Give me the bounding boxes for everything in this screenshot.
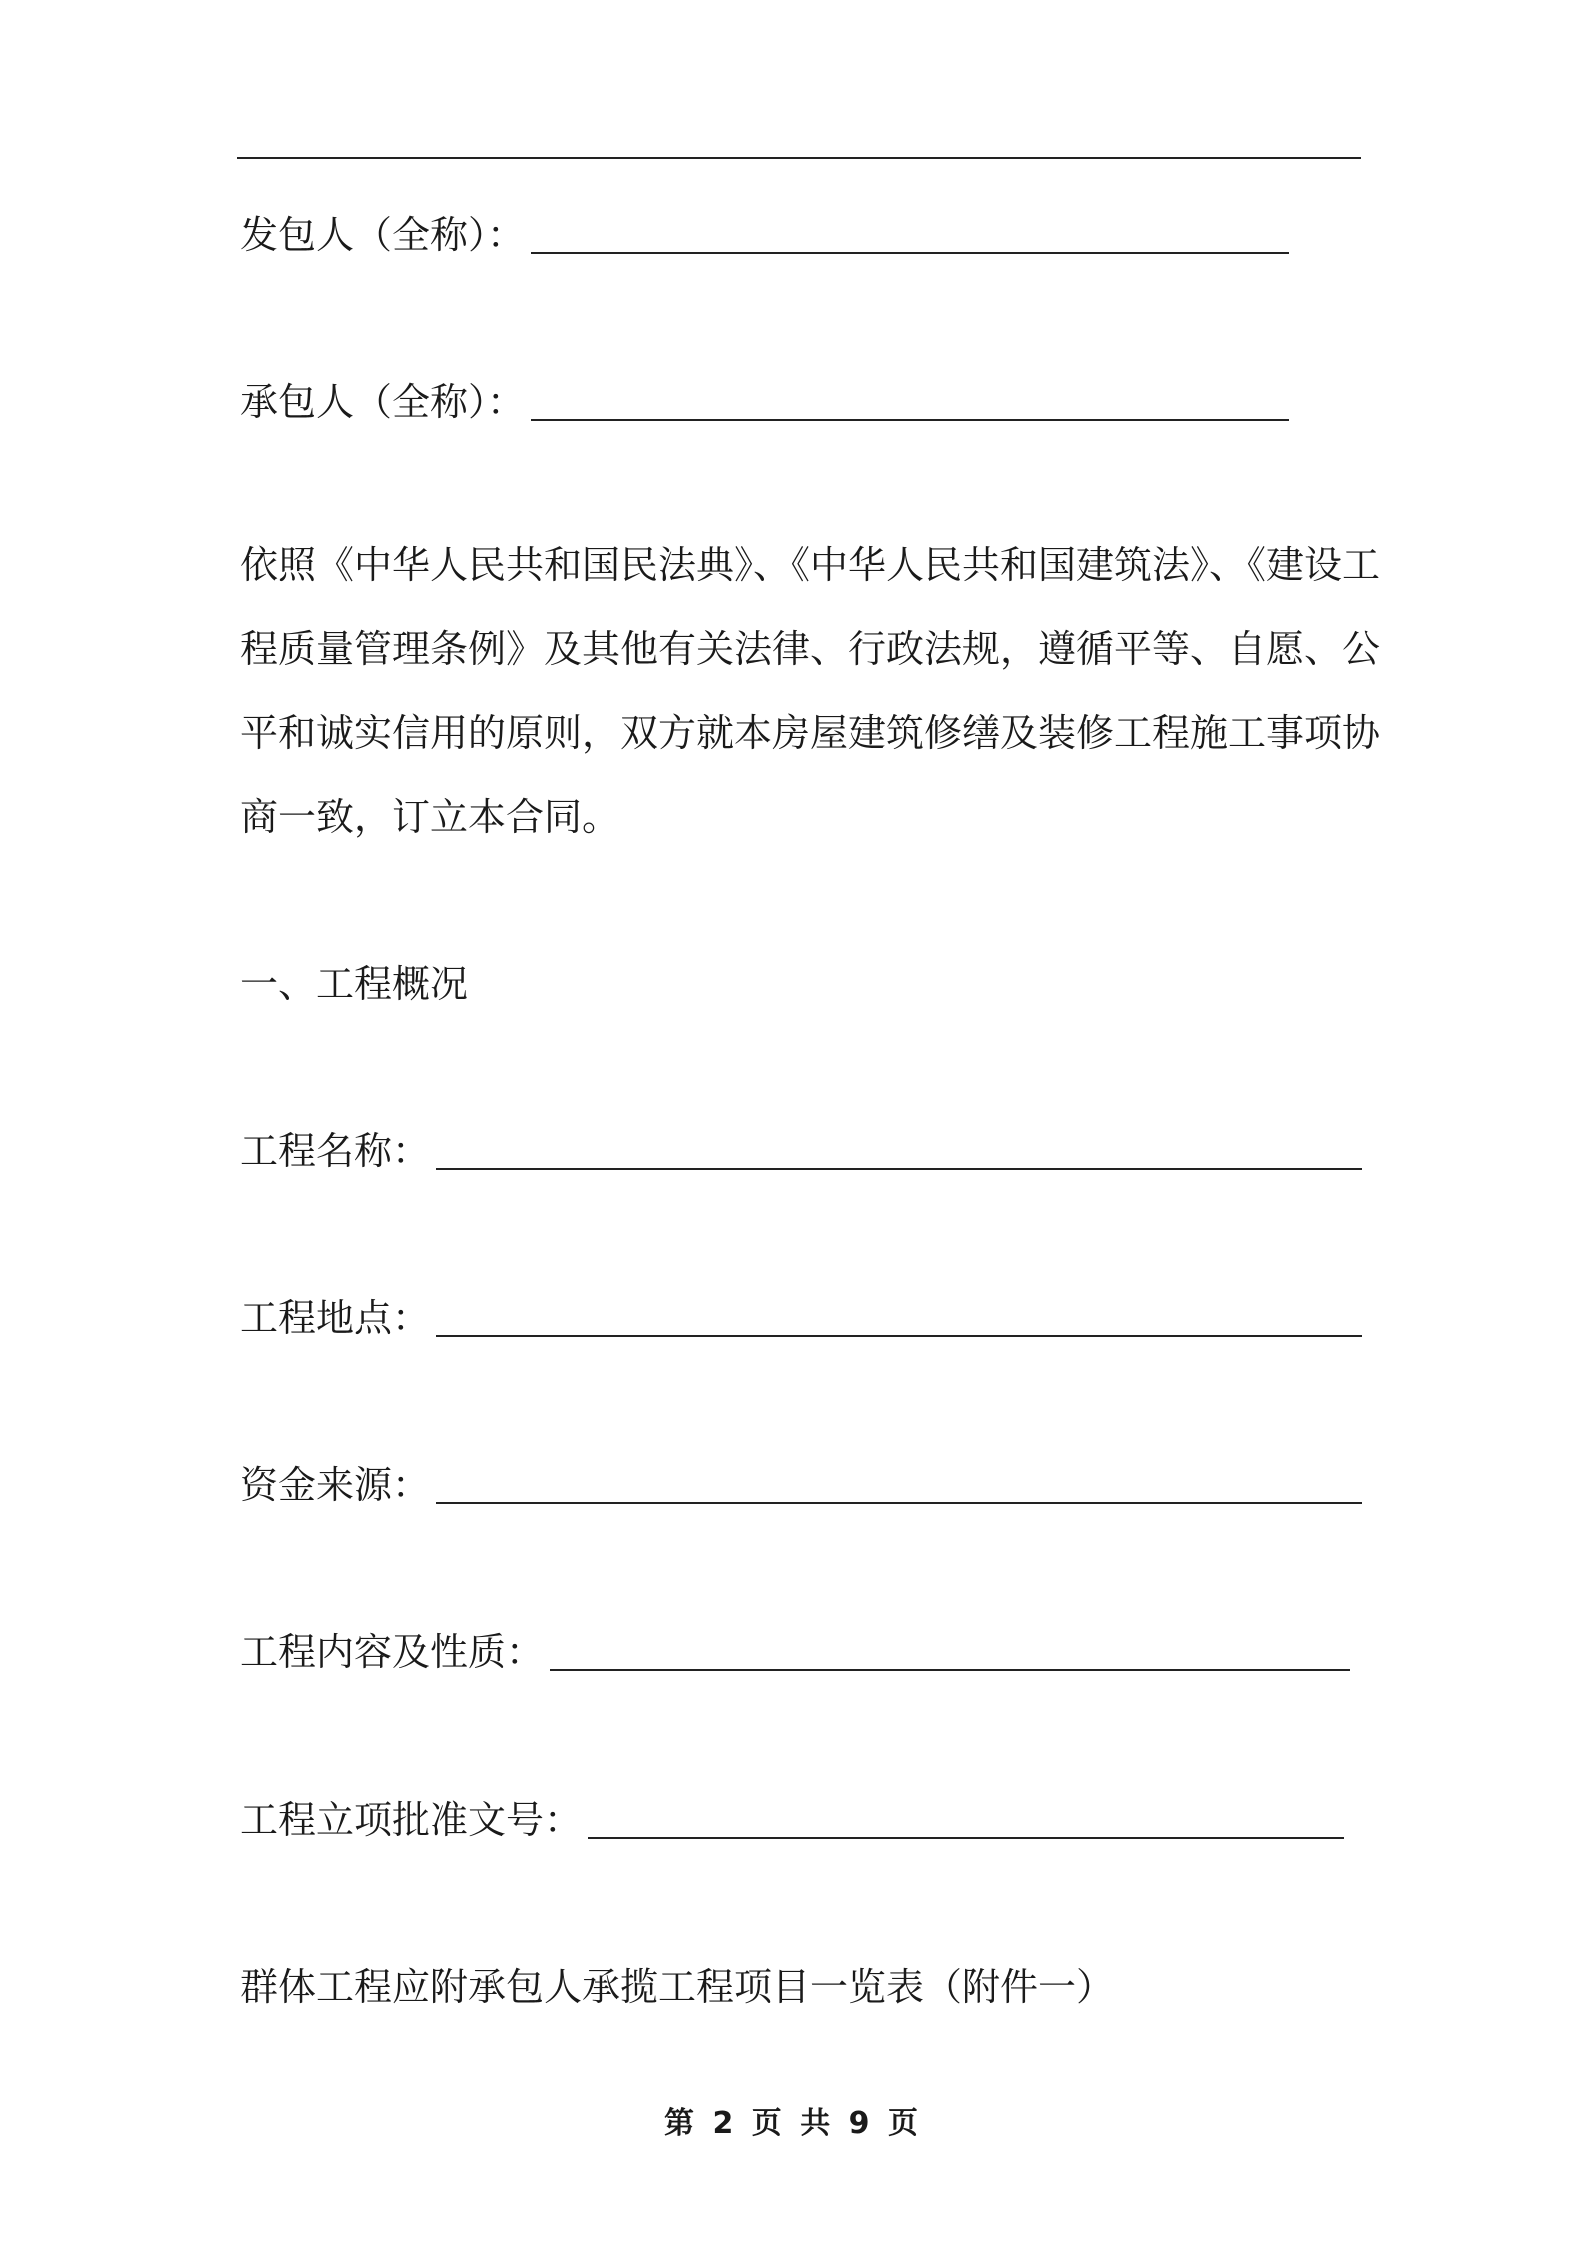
contractor-blank[interactable] (531, 419, 1289, 421)
intro-line: 商一致，订立本合同。 (240, 795, 621, 839)
project-content-blank[interactable] (550, 1669, 1350, 1671)
project-content-label: 工程内容及性质： (240, 1630, 545, 1674)
funding-source-field (240, 1462, 1362, 1508)
attachment-note (240, 1964, 1114, 2010)
project-location-label: 工程地点： (240, 1296, 431, 1340)
intro-paragraph (240, 523, 1381, 859)
funding-source-blank[interactable] (436, 1502, 1362, 1504)
project-location-field (240, 1295, 1362, 1341)
approval-number-field (240, 1797, 1344, 1843)
contractor-label: 承包人（全称）： (240, 380, 526, 424)
page-number: 第 2 页 共 9 页 (664, 2106, 922, 2141)
project-location-blank[interactable] (436, 1335, 1362, 1337)
intro-line: 程质量管理条例》及其他有关法律、行政法规，遵循平等、自愿、公 (240, 627, 1381, 671)
section-title (240, 961, 468, 1007)
approval-number-label: 工程立项批准文号： (240, 1798, 583, 1842)
header-rule (237, 157, 1361, 159)
funding-source-label: 资金来源： (240, 1463, 431, 1507)
contractor-field (240, 379, 1289, 425)
intro-line: 依照《中华人民共和国民法典》、《中华人民共和国建筑法》、《建设工 (240, 543, 1381, 587)
approval-number-blank[interactable] (588, 1837, 1344, 1839)
attachment-note-text: 群体工程应附承包人承揽工程项目一览表（附件一） (240, 1965, 1115, 2009)
section-title-text: 一、工程概况 (240, 962, 469, 1006)
employer-field (240, 212, 1289, 258)
project-name-field (240, 1128, 1362, 1174)
employer-label: 发包人（全称）： (240, 213, 526, 257)
employer-blank[interactable] (531, 252, 1289, 254)
intro-line: 平和诚实信用的原则，双方就本房屋建筑修缮及装修工程施工事项协 (240, 711, 1381, 755)
project-name-label: 工程名称： (240, 1129, 431, 1173)
project-content-field (240, 1629, 1350, 1675)
project-name-blank[interactable] (436, 1168, 1362, 1170)
